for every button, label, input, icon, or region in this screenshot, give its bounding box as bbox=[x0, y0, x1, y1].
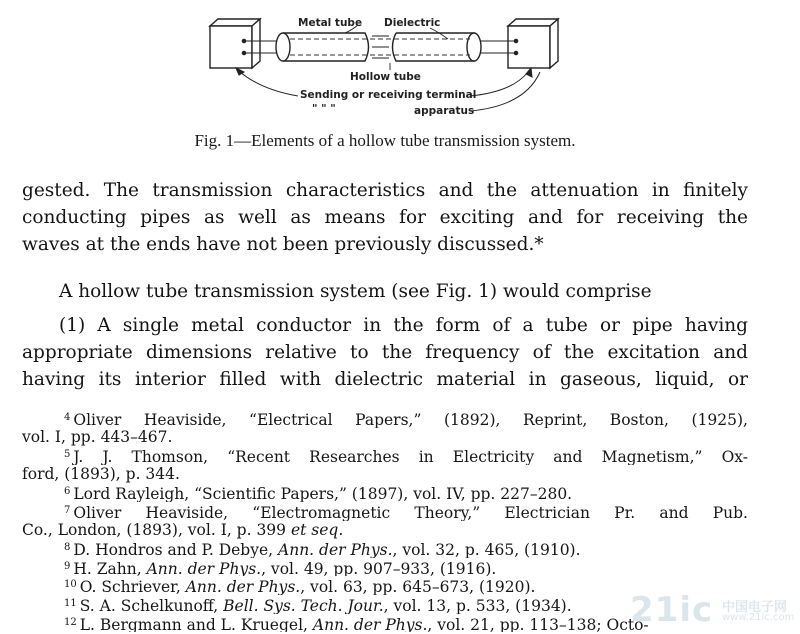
label-terminal: Sending or receiving terminal bbox=[300, 89, 477, 101]
footnote-10: $^{10}$ O. Schriever, Ann. der Phys., vol. 63, pp. 645–673, (1920). bbox=[64, 578, 536, 595]
footnote-5: $^5$ J. J. Thomson, “Recent Researches in Electricity and Magnetism,” Ox- bbox=[64, 448, 748, 465]
footnote-4-cont: vol. I, pp. 443–467. bbox=[22, 427, 173, 446]
footnote-7: $^7$ Oliver Heaviside, “Electromagnetic Theory,” Electrician Pr. and Pub. bbox=[64, 503, 748, 521]
footnote-11: $^{11}$ S. A. Schelkunoff, Bell. Sys. Tech. Jour., vol. 13, p. 533, (1934). bbox=[64, 596, 572, 614]
footnote-6: $^6$ Lord Rayleigh, “Scientific Papers,” (1897), vol. IV, pp. 227–280. bbox=[64, 485, 573, 502]
label-dielectric: Dielectric bbox=[384, 17, 441, 29]
label-ditto-marks: " " " bbox=[312, 103, 336, 115]
footnote-12: $^{12}$ L. Bergmann and L. Kruegel, Ann. der Phys., vol. 21, pp. 113–138; Octo- bbox=[64, 615, 649, 633]
footnote-5-cont: ford, (1893), p. 344. bbox=[22, 464, 180, 483]
figure-caption: Fig. 1—Elements of a hollow tube transmission system. bbox=[194, 131, 576, 150]
text-line: having its interior filled with dielectric material in gaseous, liquid, or bbox=[22, 369, 748, 390]
footnote-7-cont: Co., London, (1893), vol. I, p. 399 et seq. bbox=[22, 520, 344, 539]
label-hollow-tube: Hollow tube bbox=[350, 71, 421, 83]
paragraph-1 bbox=[22, 177, 748, 258]
text-line: appropriate dimensions relative to the frequency of the excitation and bbox=[22, 342, 748, 363]
watermark-logo bbox=[624, 590, 794, 630]
footnote-8: $^8$ D. Hondros and P. Debye, Ann. der Phys., vol. 32, p. 465, (1910). bbox=[64, 541, 581, 558]
watermark-cn: 中国电子网 bbox=[722, 600, 788, 615]
right-terminal-box bbox=[508, 19, 558, 68]
paragraph-3 bbox=[22, 312, 748, 393]
text-line: A hollow tube transmission system (see Fig. 1) would comprise bbox=[59, 281, 652, 302]
watermark-brand: 21ic bbox=[630, 590, 714, 630]
watermark-url: www.21ic.com bbox=[722, 612, 795, 623]
text-line: conducting pipes as well as means for exciting and for receiving the bbox=[22, 207, 748, 228]
paragraph-2 bbox=[22, 278, 748, 305]
label-metal-tube: Metal tube bbox=[298, 17, 363, 29]
label-apparatus: apparatus bbox=[414, 105, 475, 117]
text-line: waves at the ends have not been previously discussed.* bbox=[22, 234, 544, 255]
text-line: gested. The transmission characteristics and the attenuation in finitely bbox=[22, 180, 748, 201]
left-terminal-box bbox=[210, 19, 260, 68]
footnote-4: $^4$ Oliver Heaviside, “Electrical Papers,” (1892), Reprint, Boston, (1925), bbox=[64, 411, 748, 428]
footnote-9: $^9$ H. Zahn, Ann. der Phys., vol. 49, pp. 907–933, (1916). bbox=[64, 559, 497, 577]
text-line: (1) A single metal conductor in the form of a tube or pipe having bbox=[59, 315, 748, 336]
